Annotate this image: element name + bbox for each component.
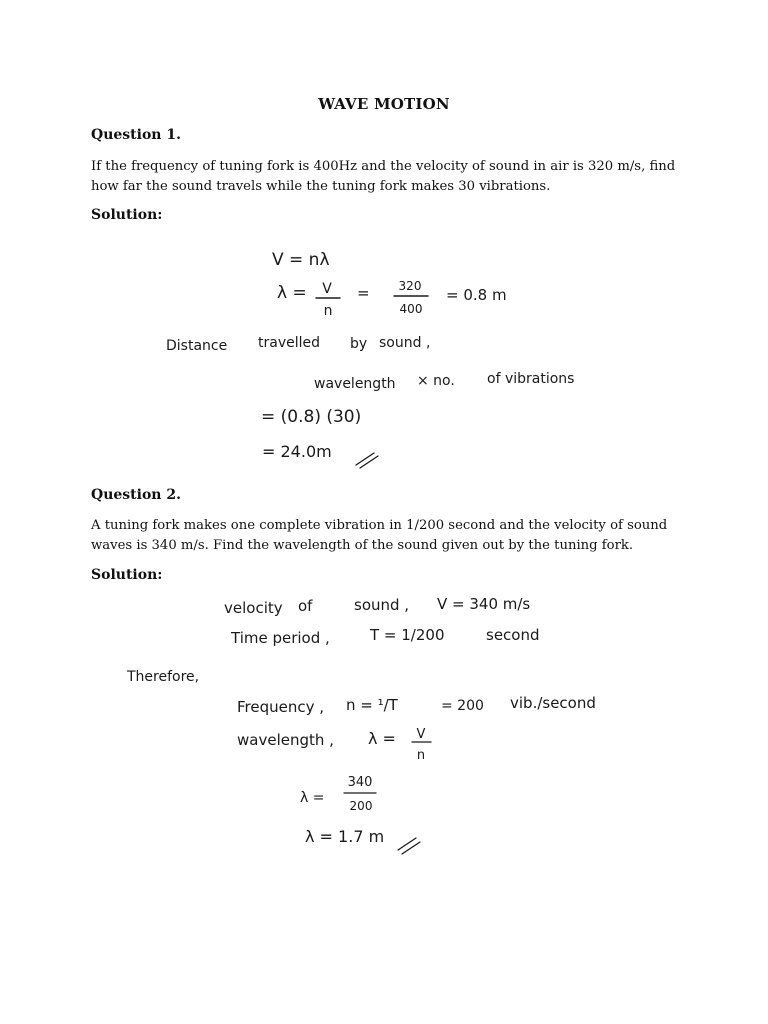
- q2-time-label: Time period ,: [231, 629, 330, 647]
- q1-eq2-frac2-den: 400: [399, 302, 423, 316]
- q2-velocity-word-1: velocity: [224, 599, 283, 617]
- q1-calc-2: = 24.0m: [262, 442, 332, 461]
- q1-distance-word-3: by: [350, 336, 368, 352]
- q1-eq2-frac2-num: 320: [398, 279, 422, 293]
- q2-wavelength-num: V: [416, 727, 426, 742]
- q2-working: [126, 595, 596, 854]
- q1-answer-underline-mark: [356, 453, 378, 468]
- question-1-text-line-1: If the frequency of tuning fork is 400Hz and the velocity of sound in air is 320 m/s, find: [91, 159, 676, 174]
- q2-frequency-label: Frequency ,: [237, 698, 325, 716]
- q1-distance-word-4: sound ,: [379, 335, 431, 351]
- q2-lambda-result: λ = 1.7 m: [305, 827, 385, 846]
- q1-product-word-2: × no.: [417, 373, 455, 389]
- q2-wavelength-den: n: [416, 748, 426, 763]
- q2-wavelength-label: wavelength ,: [237, 731, 334, 749]
- q2-frequency-value: = 200: [441, 698, 484, 714]
- q1-distance-word-2: travelled: [258, 335, 321, 351]
- q2-velocity-word-3: sound ,: [354, 596, 410, 614]
- q1-calc-1: = (0.8) (30): [261, 407, 362, 427]
- q1-eq2-result: = 0.8 m: [446, 286, 507, 304]
- q2-frequency-eq: n = ¹/T: [346, 696, 398, 714]
- q1-product-word-1: wavelength: [314, 376, 396, 392]
- question-2-text-line-2: waves is 340 m/s. Find the wavelength of the sound given out by the tuning fork.: [91, 538, 634, 553]
- q2-velocity-value: V = 340 m/s: [437, 595, 531, 613]
- q1-eq2-frac1-den: n: [323, 303, 333, 319]
- question-1-text-line-2: how far the sound travels while the tuning fork makes 30 vibrations.: [91, 179, 551, 194]
- q2-answer-underline-mark: [398, 838, 420, 854]
- q2-wavelength-eq: λ =: [368, 729, 396, 748]
- q1-eq2-frac1-num: V: [322, 281, 332, 297]
- q1-eq2-lhs: λ =: [277, 283, 307, 303]
- q1-product-word-3: of vibrations: [487, 371, 575, 387]
- q2-velocity-word-2: of: [298, 597, 313, 615]
- question-2-heading: Question 2.: [91, 487, 181, 503]
- q2-lambda-num: 340: [347, 775, 373, 790]
- question-1-solution-heading: Solution:: [91, 207, 163, 223]
- q1-working: [166, 250, 574, 468]
- question-1-heading: Question 1.: [91, 127, 181, 143]
- q2-lambda-den: 200: [349, 799, 373, 813]
- q1-eq1: V = nλ: [272, 250, 330, 270]
- q1-eq2-eq: =: [357, 284, 370, 302]
- question-2-text-line-1: A tuning fork makes one complete vibration in 1/200 second and the velocity of sound: [91, 518, 668, 533]
- q2-lambda-lhs: λ =: [300, 790, 325, 806]
- q2-therefore: Therefore,: [127, 669, 200, 685]
- question-2-solution-heading: Solution:: [91, 567, 163, 583]
- q1-distance-word-1: Distance: [166, 338, 228, 354]
- q2-frequency-unit: vib./second: [510, 694, 596, 712]
- q2-time-value: T = 1/200: [370, 626, 445, 644]
- q2-time-unit: second: [486, 626, 540, 644]
- document-title: WAVE MOTION: [318, 95, 450, 113]
